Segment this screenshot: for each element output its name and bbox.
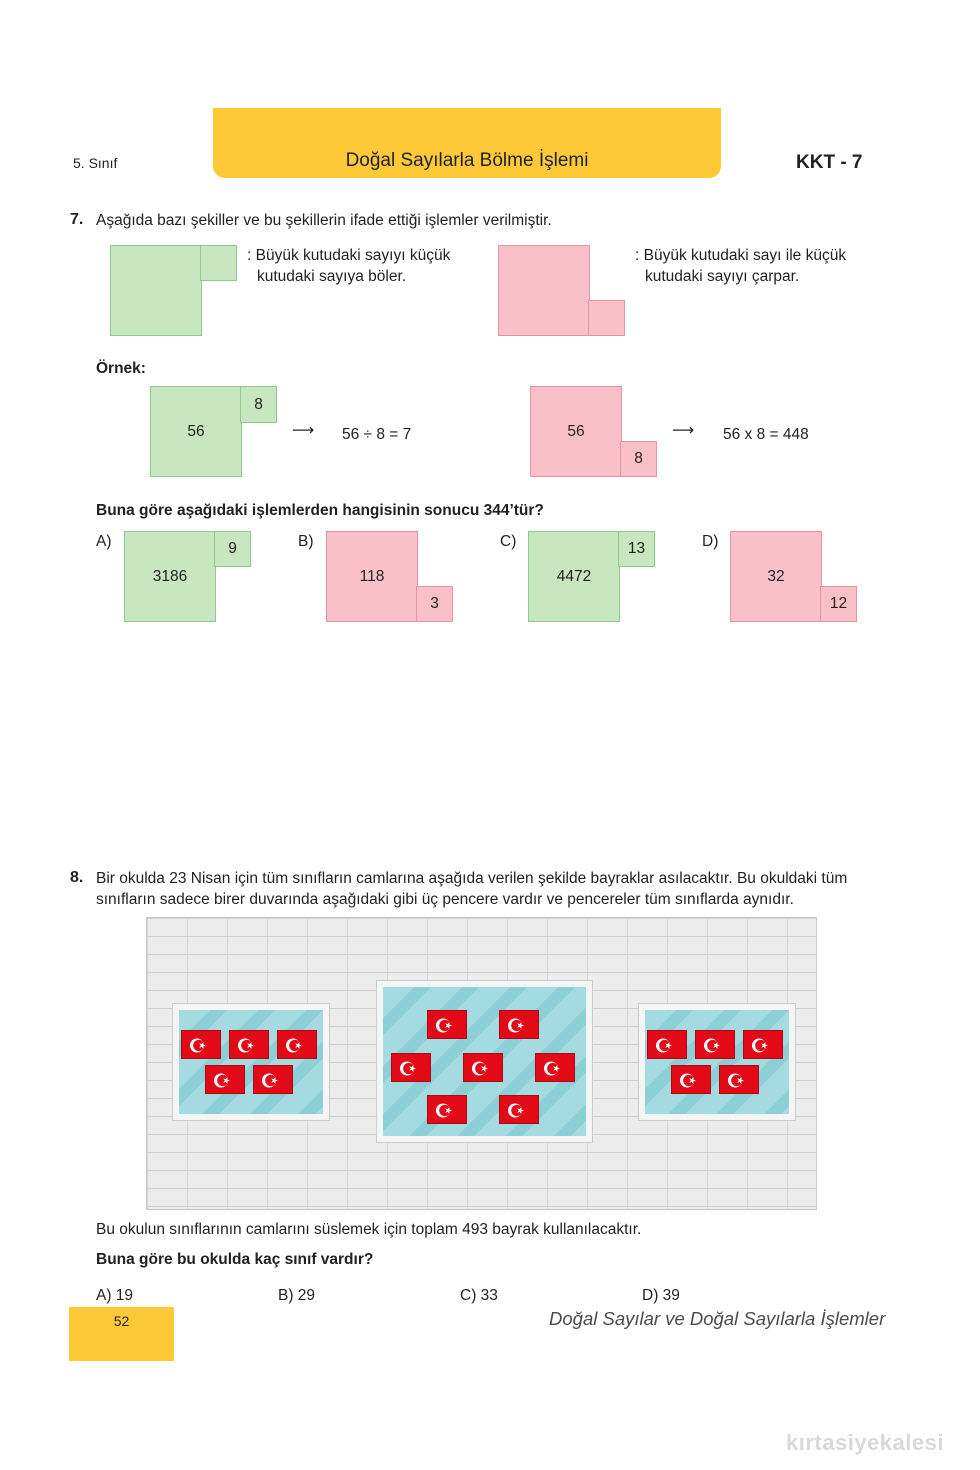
window-right-glass bbox=[645, 1010, 789, 1114]
footer-subject: Doğal Sayılar ve Doğal Sayılarla İşlemler bbox=[549, 1308, 886, 1329]
turkish-flag-icon bbox=[671, 1065, 711, 1094]
turkish-flag-icon bbox=[253, 1065, 293, 1094]
turkish-flag-icon bbox=[647, 1030, 687, 1059]
divide-shape-big bbox=[110, 245, 202, 336]
example-divide-small: 8 bbox=[240, 386, 277, 423]
turkish-flag-icon bbox=[719, 1065, 759, 1094]
option-a-letter[interactable]: A) bbox=[96, 533, 112, 550]
option-a-big: 3186 bbox=[124, 531, 216, 622]
answer-option-c[interactable]: C) 33 bbox=[460, 1287, 498, 1304]
question-7-prompt: Buna göre aşağıdaki işlemlerden hangisinin sonucu 344’tür? bbox=[96, 502, 544, 519]
turkish-flag-icon bbox=[391, 1053, 431, 1082]
option-b-letter[interactable]: B) bbox=[298, 533, 314, 550]
turkish-flag-icon bbox=[695, 1030, 735, 1059]
example-multiply-big: 56 bbox=[530, 386, 622, 477]
option-a-small: 9 bbox=[214, 531, 251, 567]
divide-shape-small bbox=[200, 245, 237, 281]
page-number: 52 bbox=[113, 1313, 130, 1329]
divide-definition-line2: kutudaki sayıya böler. bbox=[257, 268, 407, 285]
turkish-flag-icon bbox=[463, 1053, 503, 1082]
arrow-icon: ⟶ bbox=[292, 422, 315, 439]
test-code: KKT - 7 bbox=[796, 152, 863, 173]
option-d-big: 32 bbox=[730, 531, 822, 622]
option-d-letter[interactable]: D) bbox=[702, 533, 719, 550]
page-title: Doğal Sayılarla Bölme İşlemi bbox=[345, 150, 589, 171]
window-left bbox=[172, 1003, 330, 1121]
option-c-letter[interactable]: C) bbox=[500, 533, 517, 550]
turkish-flag-icon bbox=[277, 1030, 317, 1059]
turkish-flag-icon bbox=[743, 1030, 783, 1059]
option-c-big: 4472 bbox=[528, 531, 620, 622]
brick-wall-illustration bbox=[146, 917, 817, 1210]
option-c-small: 13 bbox=[618, 531, 655, 567]
turkish-flag-icon bbox=[205, 1065, 245, 1094]
turkish-flag-icon bbox=[427, 1010, 467, 1039]
question-7-intro: Aşağıda bazı şekiller ve bu şekillerin ifade ettiği işlemler verilmiştir. bbox=[96, 212, 552, 229]
divide-definition-line1: : Büyük kutudaki sayıyı küçük bbox=[247, 247, 451, 264]
option-b-small: 3 bbox=[416, 586, 453, 622]
turkish-flag-icon bbox=[499, 1010, 539, 1039]
option-d-small: 12 bbox=[820, 586, 857, 622]
answer-option-b[interactable]: B) 29 bbox=[278, 1287, 316, 1304]
grade-label: 5. Sınıf bbox=[73, 155, 118, 171]
turkish-flag-icon bbox=[535, 1053, 575, 1082]
example-label: Örnek: bbox=[96, 360, 146, 377]
example-multiply-small: 8 bbox=[620, 441, 657, 477]
answer-option-a[interactable]: A) 19 bbox=[96, 1287, 134, 1304]
multiply-shape-big bbox=[498, 245, 590, 336]
example-divide-big: 56 bbox=[150, 386, 242, 477]
example-divide-result: 56 ÷ 8 = 7 bbox=[342, 426, 412, 443]
question-7-number: 7. bbox=[70, 211, 84, 228]
question-8-text-line2: sınıfların sadece birer duvarında aşağıdaki gibi üç pencere vardır ve pencereler tüm sınıflarda aynıdır. bbox=[96, 891, 794, 908]
window-left-glass bbox=[179, 1010, 323, 1114]
question-8-text-line1: Bir okulda 23 Nisan için tüm sınıfların camlarına aşağıda verilen şekilde bayraklar asılacaktır. Bu okuldaki tüm bbox=[96, 870, 848, 887]
example-multiply-result: 56 x 8 = 448 bbox=[723, 426, 809, 443]
question-8-prompt: Buna göre bu okulda kaç sınıf vardır? bbox=[96, 1251, 374, 1268]
answer-option-d[interactable]: D) 39 bbox=[642, 1287, 680, 1304]
multiply-definition-line1: : Büyük kutudaki sayı ile küçük bbox=[635, 247, 847, 264]
option-b-big: 118 bbox=[326, 531, 418, 622]
question-8-number: 8. bbox=[70, 869, 84, 886]
multiply-definition-line2: kutudaki sayıyı çarpar. bbox=[645, 268, 800, 285]
turkish-flag-icon bbox=[427, 1095, 467, 1124]
window-right bbox=[638, 1003, 796, 1121]
turkish-flag-icon bbox=[499, 1095, 539, 1124]
watermark: kırtasiyekalesi bbox=[786, 1430, 944, 1455]
arrow-icon: ⟶ bbox=[672, 422, 695, 439]
turkish-flag-icon bbox=[229, 1030, 269, 1059]
turkish-flag-icon bbox=[181, 1030, 221, 1059]
multiply-shape-small bbox=[588, 300, 625, 336]
question-8-info: Bu okulun sınıflarının camlarını süslemek için toplam 493 bayrak kullanılacaktır. bbox=[96, 1221, 642, 1238]
